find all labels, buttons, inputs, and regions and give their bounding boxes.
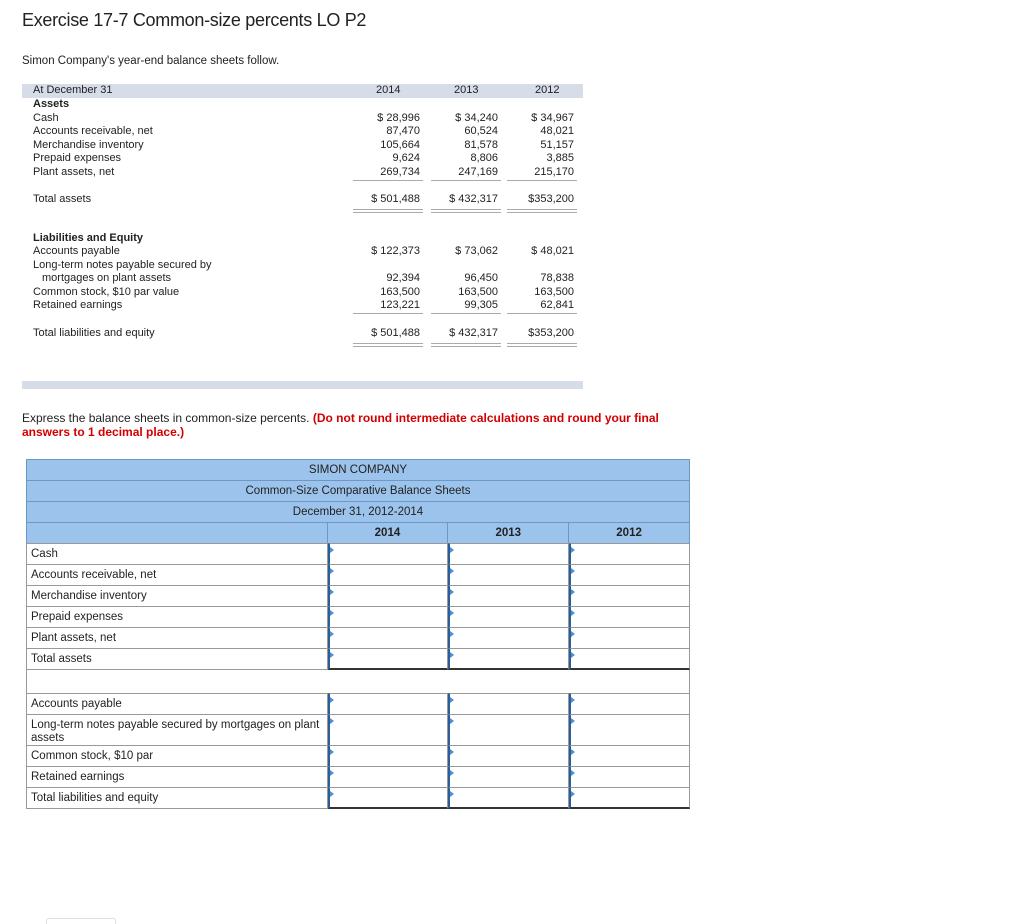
answer-row-ar (26, 564, 690, 586)
common-stock-2012-input[interactable] (571, 746, 689, 766)
bs-row-common-stock (22, 286, 583, 300)
value-2013: $ 73,062 (455, 245, 498, 257)
ar-2014-input[interactable] (330, 565, 448, 585)
retained-2014-input[interactable] (330, 767, 448, 787)
prepaid-2012-input[interactable] (571, 607, 689, 627)
value-2012: $ 48,021 (531, 245, 574, 257)
answer-table (26, 460, 690, 809)
header-year-2012: 2012 (535, 84, 560, 96)
balance-sheet-header (22, 84, 583, 98)
instruction-rounding-note: (Do not round intermediate calculations and round your final answers to 1 decimal place.) (22, 411, 659, 439)
bs-row-total-assets (22, 193, 583, 207)
value-2014: 269,734 (380, 165, 420, 178)
bs-row-ar (22, 125, 583, 139)
total-liab-2013-input[interactable] (450, 788, 568, 807)
row-label: Common stock, $10 par (26, 745, 328, 767)
ar-2012-input[interactable] (571, 565, 689, 585)
intro-text: Simon Company's year-end balance sheets follow. (22, 55, 280, 67)
value-2013: $ 34,240 (455, 111, 498, 124)
table-subtitle: Common-Size Comparative Balance Sheets (26, 480, 690, 502)
total-assets-2013-input[interactable] (450, 649, 568, 668)
row-label: Merchandise inventory (26, 585, 328, 607)
value-2014: $ 501,488 (371, 326, 420, 339)
value-2012: $353,200 (528, 193, 574, 205)
liabilities-heading: Liabilities and Equity (33, 231, 144, 244)
row-label: Plant assets, net (26, 627, 328, 649)
bs-row-cash (22, 112, 583, 126)
assets-heading: Assets (33, 98, 70, 110)
bs-row-retained (22, 299, 583, 313)
ltn-2012-input[interactable] (571, 715, 689, 745)
row-label: Retained earnings (33, 299, 123, 311)
row-label: Merchandise inventory (33, 138, 144, 151)
page-title: Exercise 17-7 Common-size percents LO P2 (22, 10, 367, 30)
value-2014: 163,500 (380, 285, 420, 298)
bottom-tab-edge (46, 918, 116, 924)
value-2014: 123,221 (380, 299, 420, 311)
prepaid-2013-input[interactable] (450, 607, 568, 627)
header-label: At December 31 (33, 84, 113, 96)
row-label: Cash (33, 111, 59, 124)
plant-2014-input[interactable] (330, 628, 448, 648)
inventory-2013-input[interactable] (450, 586, 568, 606)
double-underline (431, 343, 501, 347)
value-2014: 87,470 (386, 125, 420, 137)
bs-row-prepaid (22, 152, 583, 166)
answer-row-cash (26, 543, 690, 565)
instruction-main: Express the balance sheets in common-size percents. (22, 411, 310, 425)
value-2012: 48,021 (540, 125, 574, 137)
value-2013: $ 432,317 (449, 193, 498, 205)
row-label: Long-term notes payable secured by mortgages on plant assets (26, 714, 328, 746)
value-2014: 9,624 (392, 152, 420, 164)
bs-row-ltn-1 (22, 259, 583, 273)
total-assets-2012-input[interactable] (571, 649, 689, 668)
value-2014: $ 501,488 (371, 193, 420, 205)
row-label: Plant assets, net (33, 165, 115, 178)
value-2012: 215,170 (534, 165, 574, 178)
value-2013: 247,169 (458, 165, 498, 178)
value-2012: 163,500 (534, 285, 574, 298)
row-label: mortgages on plant assets (42, 272, 172, 284)
retained-2013-input[interactable] (450, 767, 568, 787)
value-2012: 51,157 (540, 138, 574, 151)
answer-row-ap (26, 693, 690, 715)
value-2013: 60,524 (464, 125, 498, 137)
value-2014: $ 28,996 (377, 111, 420, 124)
table-company-name: SIMON COMPANY (26, 459, 690, 481)
total-assets-2014-input[interactable] (330, 649, 448, 668)
value-2013: 163,500 (458, 285, 498, 298)
ltn-2013-input[interactable] (450, 715, 568, 745)
answer-row-retained (26, 766, 690, 788)
value-2014: $ 122,373 (371, 245, 420, 257)
instruction-text (22, 411, 702, 439)
retained-2012-input[interactable] (571, 767, 689, 787)
value-2013: 96,450 (464, 272, 498, 284)
ap-2012-input[interactable] (571, 694, 689, 714)
double-underline (507, 343, 577, 347)
row-label: Accounts receivable, net (26, 564, 328, 586)
cash-2012-input[interactable] (571, 544, 689, 564)
row-label: Cash (26, 543, 328, 565)
inventory-2014-input[interactable] (330, 586, 448, 606)
double-underline (353, 343, 423, 347)
row-label: Common stock, $10 par value (33, 285, 180, 298)
ar-2013-input[interactable] (450, 565, 568, 585)
value-2012: $353,200 (528, 326, 574, 339)
given-balance-sheet (22, 84, 583, 340)
plant-2012-input[interactable] (571, 628, 689, 648)
value-2012: $ 34,967 (531, 111, 574, 124)
row-label: Prepaid expenses (33, 152, 122, 164)
answer-row-long-term-notes (26, 714, 690, 746)
value-2014: 105,664 (380, 138, 420, 151)
total-liab-2014-input[interactable] (330, 788, 448, 807)
bs-row-inventory (22, 139, 583, 153)
row-label: Prepaid expenses (26, 606, 328, 628)
common-stock-2013-input[interactable] (450, 746, 568, 766)
row-label: Accounts payable (26, 693, 328, 715)
value-2013: 81,578 (464, 138, 498, 151)
bs-row-plant (22, 166, 583, 180)
answer-row-total-liab (26, 787, 690, 809)
balance-sheet-footer-bar (22, 381, 583, 389)
row-label: Total assets (33, 193, 92, 205)
table-date: December 31, 2012-2014 (26, 501, 690, 523)
col-header-2013: 2013 (448, 522, 569, 544)
value-2013: 99,305 (464, 299, 498, 311)
prepaid-2014-input[interactable] (330, 607, 448, 627)
row-label: Long-term notes payable secured by (33, 258, 212, 271)
bs-row-ap (22, 245, 583, 259)
value-2013: 8,806 (470, 152, 498, 164)
cash-2013-input[interactable] (450, 544, 568, 564)
answer-row-prepaid (26, 606, 690, 628)
value-2012: 62,841 (540, 299, 574, 311)
plant-2013-input[interactable] (450, 628, 568, 648)
row-label: Total liabilities and equity (33, 326, 155, 339)
answer-row-spacer (26, 669, 690, 694)
bs-row-total-liab (22, 327, 583, 341)
row-label: Accounts payable (33, 245, 120, 257)
ap-2014-input[interactable] (330, 694, 448, 714)
answer-row-total-assets (26, 648, 690, 670)
answer-row-plant (26, 627, 690, 649)
col-header-2014: 2014 (328, 522, 449, 544)
ap-2013-input[interactable] (450, 694, 568, 714)
total-liab-2012-input[interactable] (571, 788, 689, 807)
row-label: Total assets (26, 648, 328, 670)
row-label: Accounts receivable, net (33, 125, 153, 137)
inventory-2012-input[interactable] (571, 586, 689, 606)
answer-row-inventory (26, 585, 690, 607)
bs-row-ltn-2 (22, 272, 583, 286)
table-year-header (26, 522, 690, 544)
col-header-2012: 2012 (569, 522, 690, 544)
answer-row-common-stock (26, 745, 690, 767)
common-stock-2014-input[interactable] (330, 746, 448, 766)
ltn-2014-input[interactable] (330, 715, 448, 745)
row-label: Total liabilities and equity (26, 787, 328, 809)
header-year-2013: 2013 (454, 84, 479, 96)
value-2012: 78,838 (540, 272, 574, 284)
cash-2014-input[interactable] (330, 544, 448, 564)
value-2014: 92,394 (386, 272, 420, 284)
header-year-2014: 2014 (376, 84, 401, 96)
value-2013: $ 432,317 (449, 326, 498, 339)
value-2012: 3,885 (546, 152, 574, 164)
row-label: Retained earnings (26, 766, 328, 788)
